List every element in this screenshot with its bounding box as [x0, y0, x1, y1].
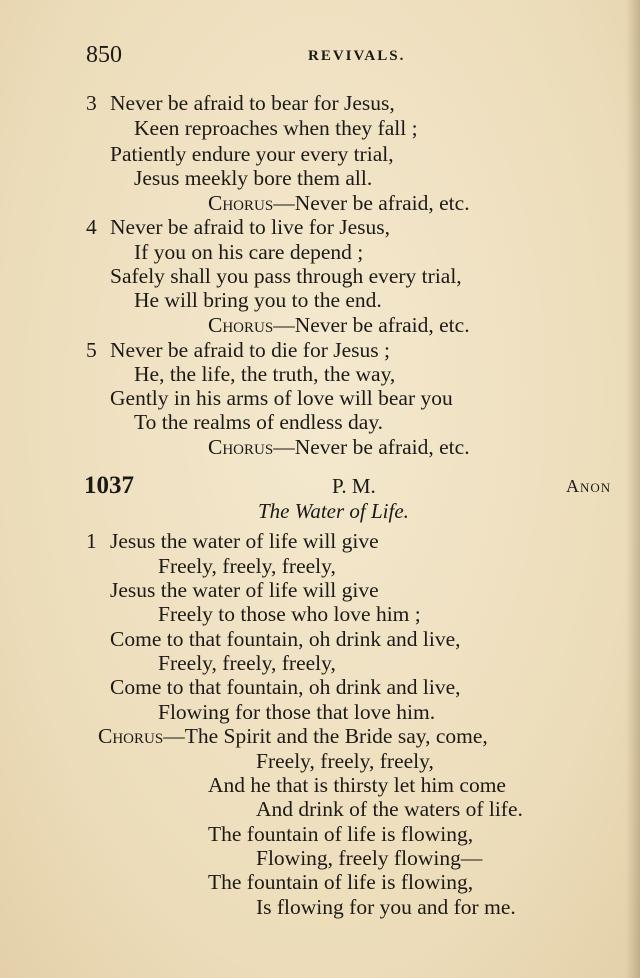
stanza-3-line-2: Keen reproaches when they fall ;	[134, 116, 418, 140]
chorus-text: —Never be afraid, etc.	[273, 435, 470, 459]
hymn-chorus-line-2: Freely, freely, freely,	[256, 749, 434, 773]
stanza-3-line-1	[86, 91, 395, 115]
hymn-stanza-1-line-8: Flowing for those that love him.	[158, 700, 436, 724]
running-head: REVIVALS.	[308, 48, 406, 64]
hymn-stanza-1-line-1	[86, 529, 379, 553]
stanza-5-line-1	[86, 338, 390, 362]
hymn-chorus-line-1	[98, 724, 488, 748]
hymn-stanza-1-line-7: Come to that fountain, oh drink and live,	[110, 675, 461, 699]
chorus-label: Chorus	[208, 435, 274, 459]
stanza-4-line-3: Safely shall you pass through every trial,	[110, 264, 462, 288]
hymn-title: The Water of Life.	[258, 499, 409, 523]
chorus-label: Chorus	[98, 724, 164, 748]
verse-line: Never be afraid to die for Jesus ;	[110, 338, 390, 362]
stanza-4-line-4: He will bring you to the end.	[134, 288, 382, 312]
page-header	[0, 42, 640, 72]
hymn-number: 1037	[84, 472, 134, 499]
verse-line: Never be afraid to bear for Jesus,	[110, 91, 395, 115]
stanza-5-line-3: Gently in his arms of love will bear you	[110, 386, 453, 410]
chorus-label: Chorus	[208, 313, 274, 337]
chorus-label: Chorus	[208, 191, 274, 215]
stanza-number: 3	[86, 91, 97, 115]
hymn-chorus-line-8: Is flowing for you and for me.	[256, 895, 516, 919]
hymn-chorus-line-7: The fountain of life is flowing,	[208, 870, 474, 894]
stanza-5-chorus	[208, 435, 470, 459]
stanza-4-line-1	[86, 215, 390, 239]
hymn-stanza-1-line-4: Freely to those who love him ;	[158, 602, 421, 626]
stanza-number: 1	[86, 529, 97, 553]
hymn-meter: P. M.	[332, 474, 376, 498]
verse-line: Never be afraid to live for Jesus,	[110, 215, 390, 239]
chorus-text: —Never be afraid, etc.	[273, 313, 470, 337]
stanza-5-line-2: He, the life, the truth, the way,	[134, 362, 396, 386]
stanza-3-chorus	[208, 191, 470, 215]
hymn-author: Anon	[566, 476, 612, 496]
hymn-stanza-1-line-6: Freely, freely, freely,	[158, 651, 336, 675]
page-number: 850	[86, 42, 122, 68]
hymn-chorus-line-5: The fountain of life is flowing,	[208, 822, 474, 846]
hymn-chorus-line-6: Flowing, freely flowing—	[256, 846, 483, 870]
chorus-text: —Never be afraid, etc.	[273, 191, 470, 215]
stanza-number: 5	[86, 338, 97, 362]
stanza-5-line-4: To the realms of endless day.	[134, 410, 384, 434]
verse-line: Jesus the water of life will give	[110, 529, 379, 553]
hymn-stanza-1-line-2: Freely, freely, freely,	[158, 554, 336, 578]
hymn-chorus-line-4: And drink of the waters of life.	[256, 797, 523, 821]
stanza-number: 4	[86, 215, 97, 239]
hymn-stanza-1-line-3: Jesus the water of life will give	[110, 578, 379, 602]
page-edge-shadow	[626, 0, 640, 978]
stanza-3-line-4: Jesus meekly bore them all.	[134, 166, 373, 190]
stanza-3-line-3: Patiently endure your every trial,	[110, 142, 394, 166]
stanza-4-chorus	[208, 313, 470, 337]
chorus-text: —The Spirit and the Bride say, come,	[163, 724, 488, 748]
stanza-4-line-2: If you on his care depend ;	[134, 240, 364, 264]
hymn-stanza-1-line-5: Come to that fountain, oh drink and live,	[110, 627, 461, 651]
hymn-chorus-line-3: And he that is thirsty let him come	[208, 773, 506, 797]
